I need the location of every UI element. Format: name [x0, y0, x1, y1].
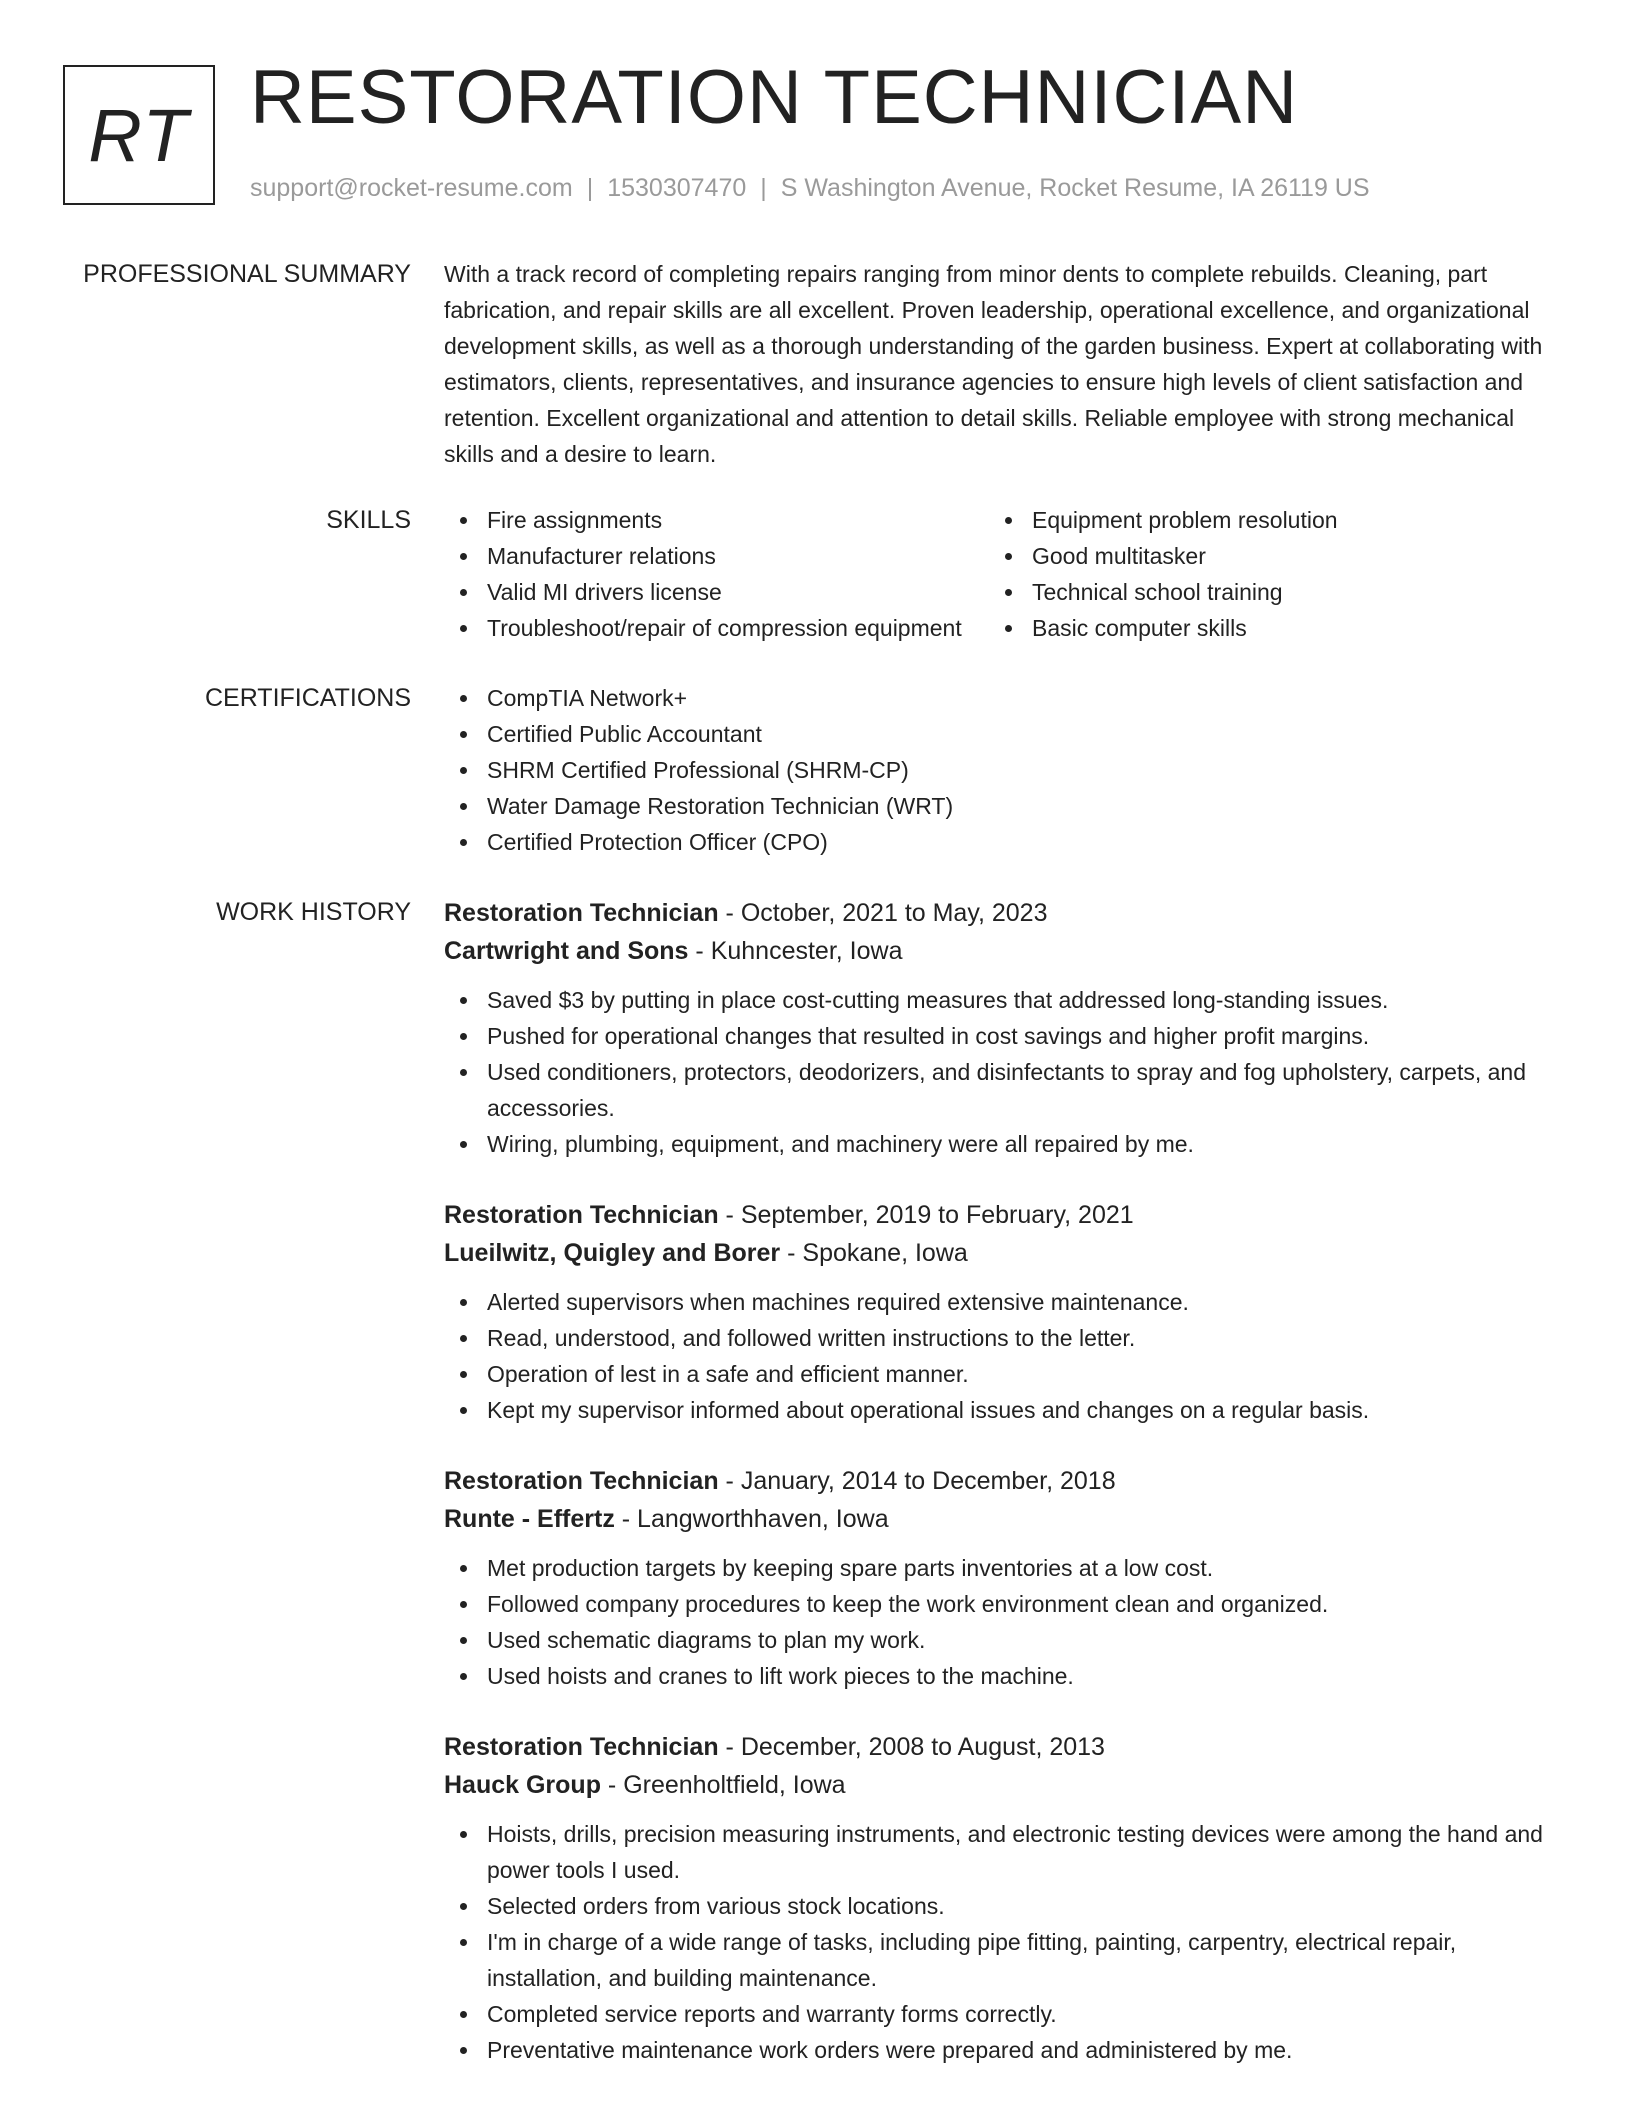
job-company-line — [444, 932, 1564, 970]
company-location: Greenholtfield, Iowa — [623, 1771, 846, 1799]
certifications-list — [444, 680, 1564, 860]
job-bullets — [444, 1550, 1564, 1694]
job-entry — [444, 1462, 1564, 1694]
job-dates: September, 2019 to February, 2021 — [740, 1201, 1134, 1229]
job-bullet: Used conditioners, protectors, deodorizers, and disinfectants to spray and fog upholstery, carpets, and accessories. — [444, 1054, 1564, 1126]
job-bullets — [444, 982, 1564, 1162]
job-bullet: Alerted supervisors when machines required extensive maintenance. — [444, 1284, 1564, 1320]
job-company-line — [444, 1766, 1564, 1804]
contact-address: S Washington Avenue, Rocket Resume, IA 26119 US — [780, 174, 1370, 202]
skills-list-right — [989, 502, 1534, 646]
job-title-line — [444, 1462, 1564, 1500]
company-location: Kuhncester, Iowa — [710, 937, 903, 965]
job-bullet: Pushed for operational changes that resulted in cost savings and higher profit margins. — [444, 1018, 1564, 1054]
summary-text: With a track record of completing repairs ranging from minor dents to complete rebuilds. Cleaning, part fabrication, and repair skills are all excellent. Proven leadership, operational excellence, and organizational development skills, as well as a thorough understanding of the garden business. Expert at collaborating with estimators, clients, representatives, and insurance agencies to ensure high levels of client satisfaction and retention. Excellent organizational and attention to detail skills. Reliable employee with strong mechanical skills and a desire to learn. — [444, 261, 1543, 467]
summary-section — [0, 256, 1632, 472]
job-bullets — [444, 1816, 1564, 2068]
job-bullet: I'm in charge of a wide range of tasks, including pipe fitting, painting, carpentry, electrical repair, installation, and building maintenance. — [444, 1924, 1564, 1996]
job-bullet: Used schematic diagrams to plan my work. — [444, 1622, 1564, 1658]
certifications-section — [0, 680, 1632, 860]
job-bullet: Kept my supervisor informed about operational issues and changes on a regular basis. — [444, 1392, 1564, 1428]
skills-grid — [444, 502, 1564, 646]
skill-item: Good multitasker — [989, 538, 1534, 574]
section-heading-certifications: CERTIFICATIONS — [204, 684, 411, 712]
skill-item: Technical school training — [989, 574, 1534, 610]
certification-item: Certified Protection Officer (CPO) — [444, 824, 1564, 860]
resume-body — [0, 256, 1632, 2102]
section-heading-summary: PROFESSIONAL SUMMARY — [83, 260, 411, 288]
job-bullet: Selected orders from various stock locations. — [444, 1888, 1564, 1924]
dash: - — [780, 1239, 803, 1267]
monogram-logo — [63, 65, 215, 205]
skill-item: Equipment problem resolution — [989, 502, 1534, 538]
job-entry — [444, 1728, 1564, 2068]
contact-separator: | — [586, 174, 594, 202]
job-bullet: Hoists, drills, precision measuring instruments, and electronic testing devices were among the hand and power tools I used. — [444, 1816, 1564, 1888]
job-bullet: Used hoists and cranes to lift work pieces to the machine. — [444, 1658, 1564, 1694]
company-name: Lueilwitz, Quigley and Borer — [444, 1239, 781, 1267]
contact-phone[interactable]: 1530307470 — [607, 174, 747, 202]
dash: - — [688, 937, 711, 965]
job-bullet: Met production targets by keeping spare parts inventories at a low cost. — [444, 1550, 1564, 1586]
skill-item: Troubleshoot/repair of compression equipment — [444, 610, 989, 646]
job-dates: December, 2008 to August, 2013 — [740, 1733, 1105, 1761]
job-bullet: Operation of lest in a safe and efficient manner. — [444, 1356, 1564, 1392]
job-title: Restoration Technician — [444, 1467, 719, 1495]
contact-line — [250, 174, 1370, 203]
job-title-line — [444, 1728, 1564, 1766]
certification-item: SHRM Certified Professional (SHRM-CP) — [444, 752, 1564, 788]
dash: - — [600, 1771, 624, 1799]
skills-section — [0, 502, 1632, 646]
section-heading-skills: SKILLS — [326, 506, 411, 534]
job-bullet: Read, understood, and followed written instructions to the letter. — [444, 1320, 1564, 1356]
company-name: Cartwright and Sons — [444, 937, 689, 965]
skill-item: Fire assignments — [444, 502, 989, 538]
company-name: Hauck Group — [444, 1771, 601, 1799]
job-title: Restoration Technician — [444, 899, 719, 927]
job-bullet: Wiring, plumbing, equipment, and machinery were all repaired by me. — [444, 1126, 1564, 1162]
job-title: Restoration Technician — [444, 1733, 719, 1761]
job-title-line — [444, 894, 1564, 932]
job-bullet: Completed service reports and warranty forms correctly. — [444, 1996, 1564, 2032]
certification-item: Water Damage Restoration Technician (WRT) — [444, 788, 1564, 824]
job-dates: October, 2021 to May, 2023 — [740, 899, 1048, 927]
dash: - — [718, 1733, 741, 1761]
certification-item: Certified Public Accountant — [444, 716, 1564, 752]
job-bullet: Saved $3 by putting in place cost-cutting measures that addressed long-standing issues. — [444, 982, 1564, 1018]
job-bullet: Followed company procedures to keep the work environment clean and organized. — [444, 1586, 1564, 1622]
skill-item: Manufacturer relations — [444, 538, 989, 574]
company-location: Langworthhaven, Iowa — [637, 1505, 889, 1533]
job-company-line — [444, 1500, 1564, 1538]
skills-list-left — [444, 502, 989, 646]
job-bullet: Preventative maintenance work orders were prepared and administered by me. — [444, 2032, 1564, 2068]
dash: - — [614, 1505, 638, 1533]
dash: - — [718, 1201, 741, 1229]
job-entry — [444, 1196, 1564, 1428]
candidate-name: RESTORATION TECHNICIAN — [250, 55, 1299, 140]
certification-item: CompTIA Network+ — [444, 680, 1564, 716]
contact-separator: | — [760, 174, 767, 202]
company-name: Runte - Effertz — [444, 1505, 615, 1533]
job-dates: January, 2014 to December, 2018 — [740, 1467, 1116, 1495]
contact-email[interactable]: support@rocket-resume.com — [250, 174, 573, 202]
job-title: Restoration Technician — [444, 1201, 719, 1229]
section-heading-work-history: WORK HISTORY — [216, 898, 411, 926]
monogram-initials: RT — [88, 93, 190, 177]
job-bullets — [444, 1284, 1564, 1428]
job-company-line — [444, 1234, 1564, 1272]
company-location: Spokane, Iowa — [802, 1239, 968, 1267]
skill-item: Valid MI drivers license — [444, 574, 989, 610]
job-entry — [444, 894, 1564, 1162]
skill-item: Basic computer skills — [989, 610, 1534, 646]
dash: - — [718, 1467, 741, 1495]
job-title-line — [444, 1196, 1564, 1234]
dash: - — [718, 899, 741, 927]
work-history-section — [0, 894, 1632, 2102]
